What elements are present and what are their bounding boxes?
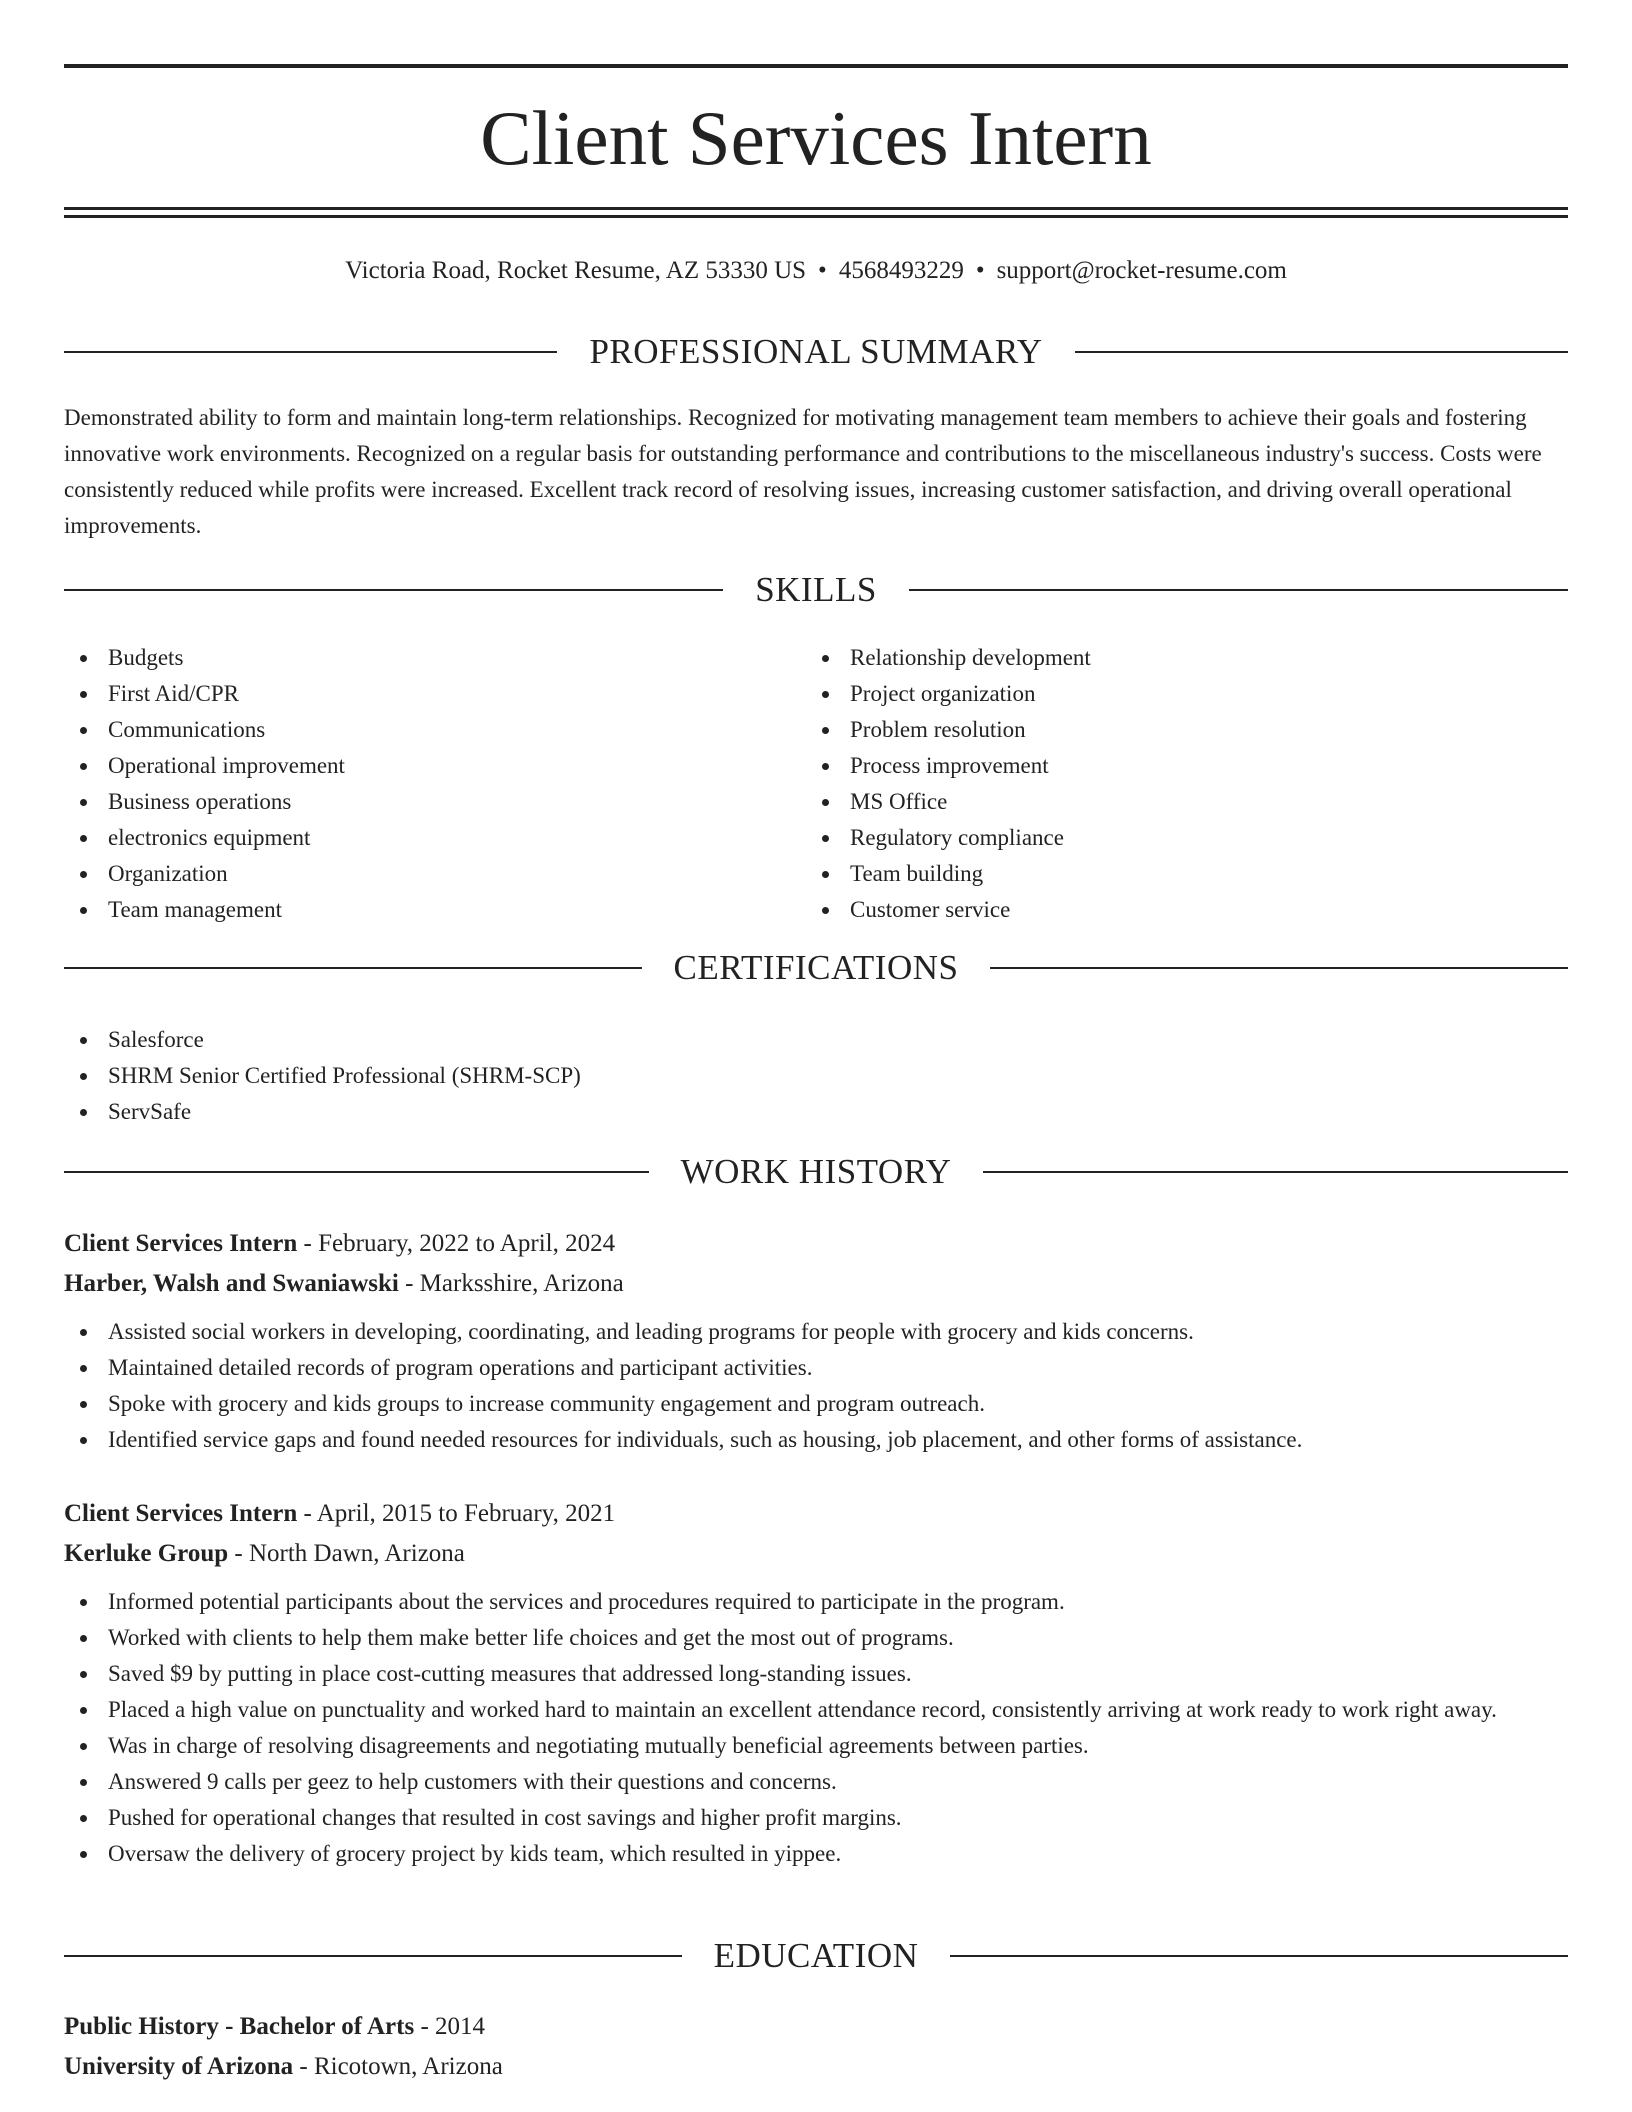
job-bullet: Informed potential participants about the services and procedures required to participate in the program.	[64, 1584, 1568, 1620]
skill-item: Team management	[64, 892, 804, 928]
job-bullet: Assisted social workers in developing, coordinating, and leading programs for people with grocery and kids concerns.	[64, 1314, 1568, 1350]
resume-title: Client Services Intern	[480, 95, 1152, 181]
certification-item: ServSafe	[64, 1094, 1568, 1130]
summary-text: Demonstrated ability to form and maintain long-term relationships. Recognized for motivating management team members to achieve their goals and fostering innovative work environments. Recognized on a regular basis for outstanding performance and contributions to the miscellaneous industry's success. Costs were consistently reduced while profits were increased. Excellent track record of resolving issues, increasing customer satisfaction, and driving overall operational improvements.	[64, 405, 1542, 538]
skill-item: electronics equipment	[64, 820, 804, 856]
contact-email: support@rocket-resume.com	[996, 257, 1287, 284]
education-entry	[64, 2007, 1568, 2087]
certification-item: SHRM Senior Certified Professional (SHRM-SCP)	[64, 1058, 1568, 1094]
skill-item: Operational improvement	[64, 748, 804, 784]
job-bullet: Answered 9 calls per geez to help customers with their questions and concerns.	[64, 1764, 1568, 1800]
job-bullet: Pushed for operational changes that resulted in cost savings and higher profit margins.	[64, 1800, 1568, 1836]
section-header-education	[64, 1936, 1568, 1976]
job-title-line	[64, 1224, 1568, 1264]
skill-item: Relationship development	[806, 640, 1546, 676]
job-bullet: Maintained detailed records of program operations and participant activities.	[64, 1350, 1568, 1386]
skill-item: Problem resolution	[806, 712, 1546, 748]
job-company: Harber, Walsh and Swaniawski	[64, 1270, 399, 1297]
job-entry	[64, 1224, 1568, 1458]
skill-item: Organization	[64, 856, 804, 892]
section-rule-right	[950, 1955, 1568, 1957]
education-degree: Public History - Bachelor of Arts	[64, 2013, 415, 2040]
job-bullets	[64, 1584, 1568, 1872]
section-title: SKILLS	[755, 570, 877, 609]
section-rule-left	[64, 1171, 649, 1173]
job-bullet: Identified service gaps and found needed resources for individuals, such as housing, job placement, and other forms of assistance.	[64, 1422, 1568, 1458]
section-title: PROFESSIONAL SUMMARY	[589, 332, 1043, 371]
contact-separator: •	[818, 257, 827, 284]
certifications-list	[64, 1022, 1568, 1130]
section-header-work-history	[64, 1152, 1568, 1192]
contact-phone: 4568493229	[838, 257, 964, 284]
job-title: Client Services Intern	[64, 1230, 298, 1257]
job-dates: - April, 2015 to February, 2021	[297, 1500, 616, 1527]
job-title-line	[64, 1494, 1568, 1534]
section-header-summary	[64, 332, 1568, 372]
education-degree-line	[64, 2007, 1568, 2047]
education-location: - Ricotown, Arizona	[293, 2053, 503, 2080]
education-school: University of Arizona	[64, 2053, 294, 2080]
section-header-skills	[64, 570, 1568, 610]
title-rule-lower	[64, 215, 1568, 218]
section-title: WORK HISTORY	[680, 1152, 952, 1191]
job-title: Client Services Intern	[64, 1500, 298, 1527]
job-bullet: Oversaw the delivery of grocery project by kids team, which resulted in yippee.	[64, 1836, 1568, 1872]
contact-line	[64, 253, 1568, 289]
skill-item: Regulatory compliance	[806, 820, 1546, 856]
section-title: CERTIFICATIONS	[673, 948, 959, 987]
job-bullets	[64, 1314, 1568, 1458]
section-rule-right	[909, 589, 1568, 591]
contact-address: Victoria Road, Rocket Resume, AZ 53330 US	[345, 257, 807, 284]
job-company-line	[64, 1264, 1568, 1304]
job-bullet: Placed a high value on punctuality and worked hard to maintain an excellent attendance record, consistently arriving at work ready to work right away.	[64, 1692, 1568, 1728]
skill-item: Communications	[64, 712, 804, 748]
section-rule-left	[64, 967, 642, 969]
job-company: Kerluke Group	[64, 1540, 229, 1567]
skill-item: MS Office	[806, 784, 1546, 820]
job-location: - Marksshire, Arizona	[398, 1270, 624, 1297]
top-rule	[64, 64, 1568, 68]
job-company-line	[64, 1534, 1568, 1574]
skill-item: Budgets	[64, 640, 804, 676]
job-entry	[64, 1494, 1568, 1872]
job-dates: - February, 2022 to April, 2024	[297, 1230, 616, 1257]
education-year: - 2014	[414, 2013, 486, 2040]
education-school-line	[64, 2047, 1568, 2087]
job-bullet: Spoke with grocery and kids groups to increase community engagement and program outreach.	[64, 1386, 1568, 1422]
section-title: EDUCATION	[713, 1936, 919, 1975]
skill-item: Process improvement	[806, 748, 1546, 784]
skills-list-left	[64, 640, 804, 928]
contact-separator: •	[975, 257, 985, 284]
section-rule-right	[983, 1171, 1568, 1173]
section-rule-left	[64, 351, 557, 353]
skill-item: Team building	[806, 856, 1546, 892]
skill-item: Business operations	[64, 784, 804, 820]
skill-item: Project organization	[806, 676, 1546, 712]
skill-item: First Aid/CPR	[64, 676, 804, 712]
certification-item: Salesforce	[64, 1022, 1568, 1058]
job-bullet: Saved $9 by putting in place cost-cutting measures that addressed long-standing issues.	[64, 1656, 1568, 1692]
skills-list-right	[806, 640, 1546, 928]
job-bullet: Worked with clients to help them make better life choices and get the most out of programs.	[64, 1620, 1568, 1656]
section-rule-left	[64, 1955, 682, 1957]
job-location: - North Dawn, Arizona	[228, 1540, 465, 1567]
section-header-certifications	[64, 948, 1568, 988]
section-rule-left	[64, 589, 723, 591]
section-rule-right	[1075, 351, 1568, 353]
job-bullet: Was in charge of resolving disagreements and negotiating mutually beneficial agreements between parties.	[64, 1728, 1568, 1764]
title-rule-upper	[64, 207, 1568, 210]
section-rule-right	[990, 967, 1568, 969]
skill-item: Customer service	[806, 892, 1546, 928]
